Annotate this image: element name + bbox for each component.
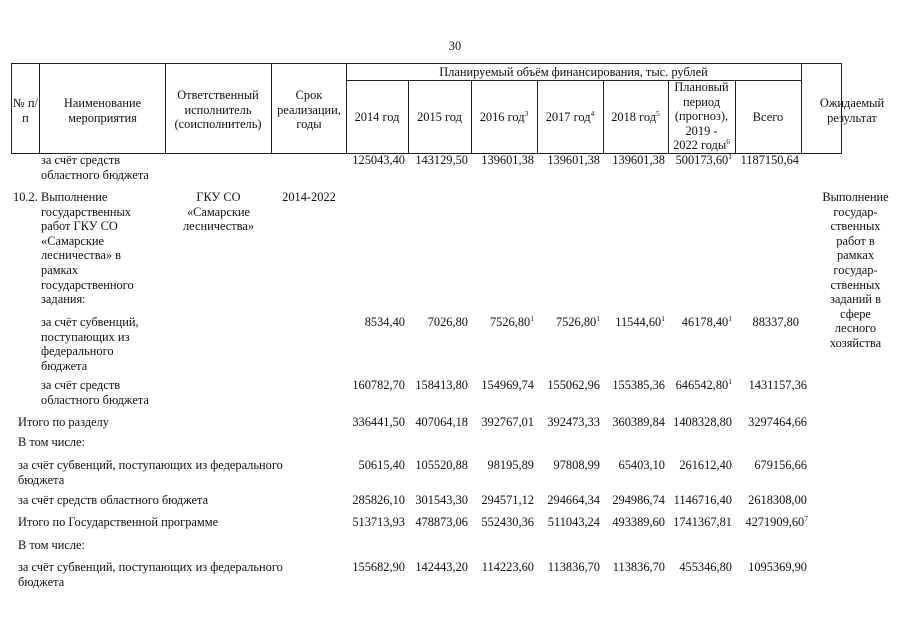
header-result: Ожидаемый результат bbox=[819, 96, 885, 125]
row-2-result: Выполнение государ- ственных работ в рамках государ- ственных заданий в сфере лесного хозяйства bbox=[822, 190, 889, 350]
header-financing: Планируемый объём финансирования, тыс. рублей bbox=[439, 65, 708, 79]
row-9-name: Итого по Государственной программе bbox=[18, 515, 219, 529]
header-year-2015: 2015 год bbox=[417, 110, 462, 124]
header-name: Наименование мероприятия bbox=[63, 96, 142, 125]
header-year-2014: 2014 год bbox=[354, 110, 400, 124]
row-3-name: за счёт субвенций, поступающих из федерального бюджета bbox=[41, 315, 139, 373]
row-2-term: 2014-2022 bbox=[282, 190, 336, 204]
row-7-name: за счёт субвенций, поступающих из федерального бюджета bbox=[18, 458, 283, 487]
row-1-name: за счёт средств областного бюджета bbox=[41, 153, 149, 182]
row-8-name: за счёт средств областного бюджета bbox=[18, 493, 209, 507]
row-2-no: 10.2. bbox=[13, 190, 38, 204]
page-number: 30 bbox=[448, 39, 462, 53]
header-term: Срок реализации, годы bbox=[277, 88, 341, 132]
row-11-name: за счёт субвенций, поступающих из федерального бюджета bbox=[18, 560, 283, 589]
header-responsible: Ответственный исполнитель (соисполнитель) bbox=[174, 88, 262, 132]
row-2-name: Выполнение государственных работ ГКУ СО «Самарские лесничества» в рамках государственного задания: bbox=[41, 190, 134, 307]
row-2-responsible: ГКУ СО «Самарские лесничества» bbox=[182, 190, 255, 234]
header-no: № п/п bbox=[13, 96, 38, 125]
header-year-2017: 2017 год$^4$ bbox=[545, 109, 595, 124]
row-6-name: В том числе: bbox=[18, 435, 85, 449]
row-5-name: Итого по разделу bbox=[18, 415, 109, 429]
header-total: Всего bbox=[752, 110, 784, 124]
row-10-name: В том числе: bbox=[18, 538, 85, 552]
header-year-2016: 2016 год$^3$ bbox=[479, 109, 529, 124]
header-planned-period: Плановый период (прогноз), 2019 - 2022 годы$^6$ bbox=[673, 80, 730, 153]
row-4-name: за счёт средств областного бюджета bbox=[41, 378, 149, 407]
header-year-2018: 2018 год$^5$ bbox=[611, 109, 660, 124]
